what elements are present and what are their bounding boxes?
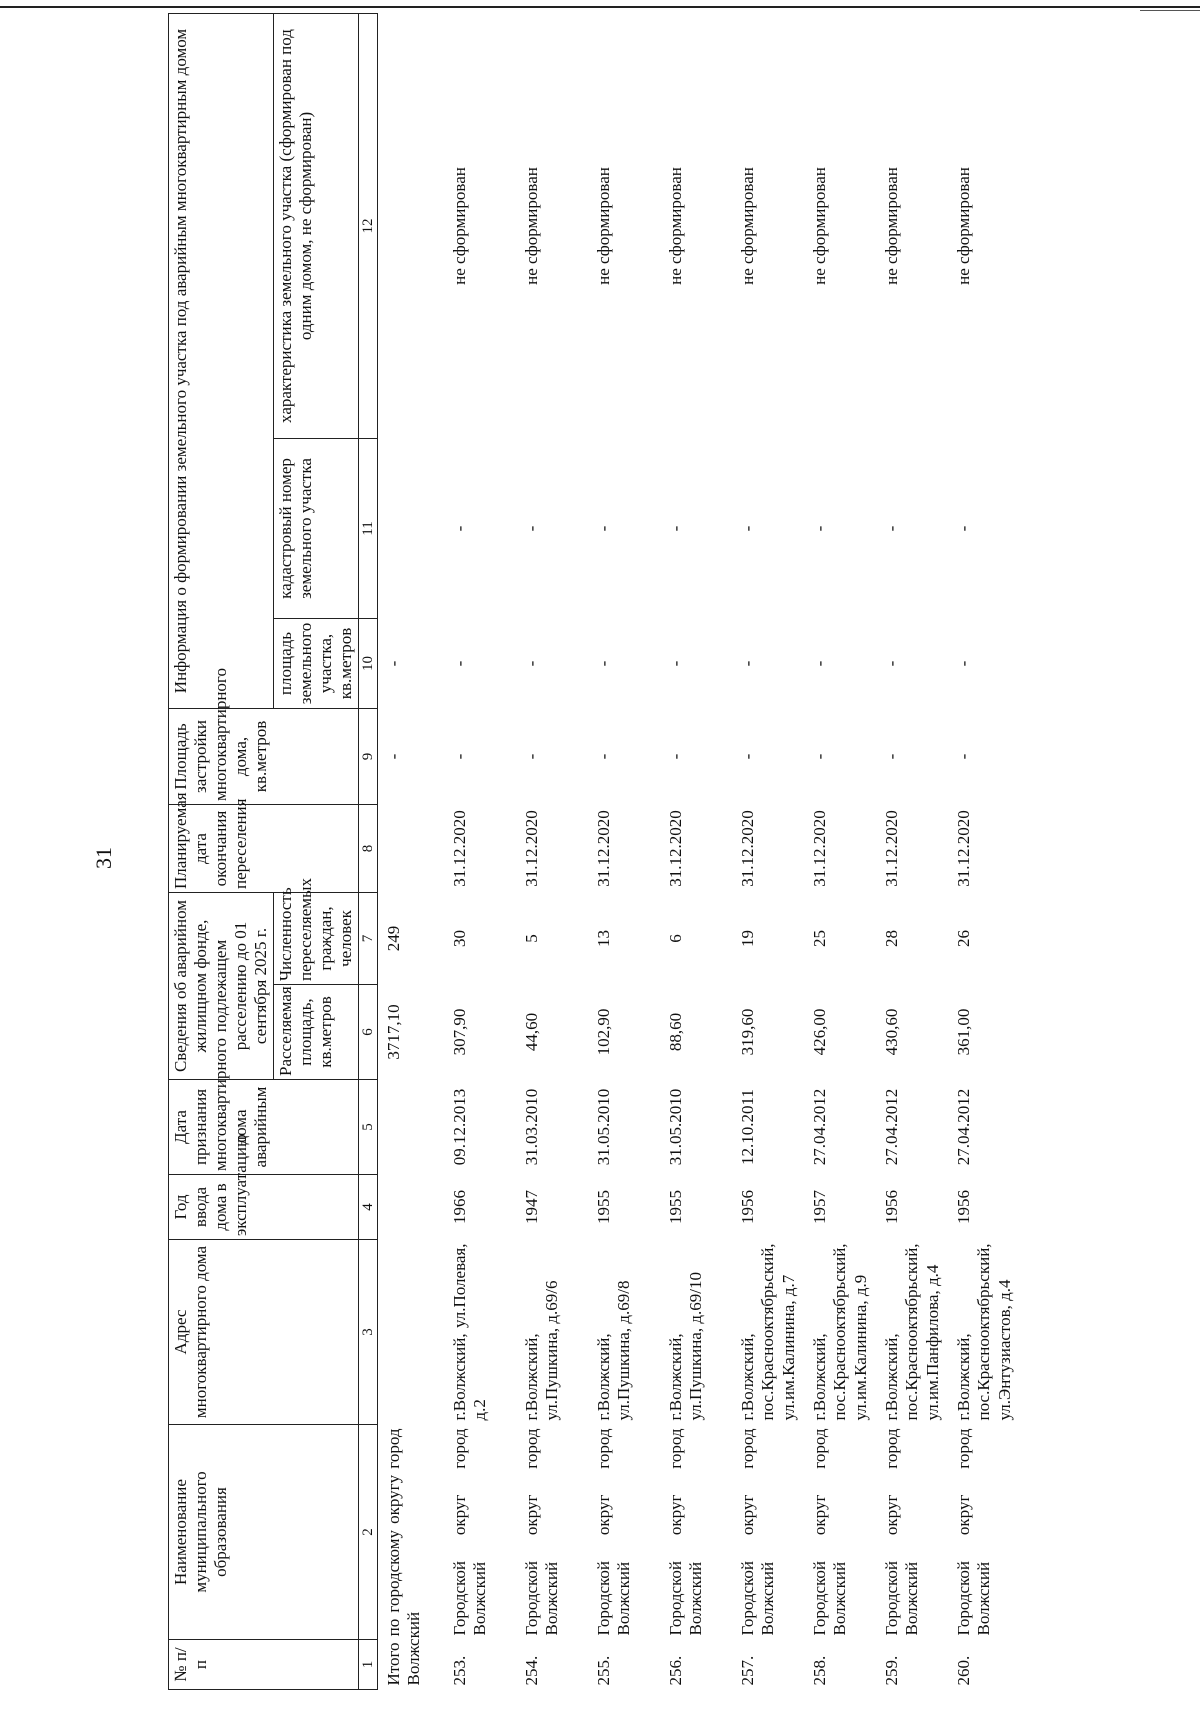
top-rule xyxy=(0,6,1200,8)
plot-area-cell: - xyxy=(450,660,470,667)
year-cell: 1955 xyxy=(666,1190,686,1224)
col-number: 12 xyxy=(359,14,378,439)
total-plot-area: - xyxy=(384,660,404,667)
total-people: 249 xyxy=(384,925,404,952)
row-number: 253. xyxy=(450,1655,470,1686)
address-cell: г.Волжский, пос.Краснооктябрьский, ул.им.Калинина, д.9 xyxy=(810,1243,870,1421)
resettled-people-cell: 30 xyxy=(450,930,470,947)
plot-characteristic-cell: не сформирован xyxy=(666,167,686,285)
header-cadastral-number: кадастровый номер земельного участка xyxy=(274,439,359,619)
cadastral-number-cell: - xyxy=(882,525,902,532)
resettled-people-cell: 13 xyxy=(594,930,614,947)
plot-characteristic-cell: не сформирован xyxy=(882,167,902,285)
resettled-area-cell: 102,90 xyxy=(594,1008,614,1056)
resettled-area-cell: 430,60 xyxy=(882,1008,902,1056)
header-number: № п/п xyxy=(169,1640,359,1690)
end-date-cell: 31.12.2020 xyxy=(882,810,902,887)
total-label: Итого по городскому округу город Волжский xyxy=(384,1428,424,1686)
col-number: 5 xyxy=(359,1080,378,1175)
building-area-cell: - xyxy=(810,753,830,760)
resettled-people-cell: 25 xyxy=(810,930,830,947)
recognition-date-cell: 31.03.2010 xyxy=(522,1088,542,1166)
total-building-area: - xyxy=(384,753,404,760)
year-cell: 1956 xyxy=(954,1190,974,1224)
resettled-people-cell: 6 xyxy=(666,934,686,943)
building-area-cell: - xyxy=(522,753,542,760)
end-date-cell: 31.12.2020 xyxy=(666,810,686,887)
year-cell: 1956 xyxy=(882,1190,902,1224)
year-cell: 1957 xyxy=(810,1190,830,1224)
resettled-area-cell: 426,00 xyxy=(810,1008,830,1056)
col-number: 2 xyxy=(359,1425,378,1640)
col-number: 6 xyxy=(359,985,378,1080)
address-cell: г.Волжский, ул.Пушкина, д.69/10 xyxy=(666,1272,706,1421)
plot-characteristic-cell: не сформирован xyxy=(954,167,974,285)
end-date-cell: 31.12.2020 xyxy=(954,810,974,887)
col-number: 11 xyxy=(359,439,378,619)
table-row xyxy=(948,14,1020,1690)
col-number: 10 xyxy=(359,619,378,709)
header-plot-area: площадь земельного участка, кв.метров xyxy=(274,619,359,709)
table-row xyxy=(732,14,804,1690)
col-number: 4 xyxy=(359,1175,378,1240)
resettled-area-cell: 307,90 xyxy=(450,1008,470,1056)
recognition-date-cell: 31.05.2010 xyxy=(666,1088,686,1166)
plot-area-cell: - xyxy=(738,660,758,667)
resettled-area-cell: 88,60 xyxy=(666,1012,686,1052)
year-cell: 1947 xyxy=(522,1190,542,1224)
building-area-cell: - xyxy=(882,753,902,760)
resettled-area-cell: 319,60 xyxy=(738,1008,758,1056)
col-number: 8 xyxy=(359,805,378,893)
resettled-people-cell: 28 xyxy=(882,930,902,947)
row-number: 259. xyxy=(882,1655,902,1686)
resettled-area-cell: 44,60 xyxy=(522,1012,542,1052)
address-cell: г.Волжский, ул.Полевая, д.2 xyxy=(450,1243,490,1421)
municipality-cell: Городской округ город Волжский xyxy=(450,1428,490,1636)
plot-characteristic-cell: не сформирован xyxy=(450,167,470,285)
header-building-area: Площадь застройки многоквартирного дома, кв.метров xyxy=(169,709,359,805)
plot-characteristic-cell: не сформирован xyxy=(594,167,614,285)
total-row xyxy=(378,14,445,1690)
col-number: 1 xyxy=(359,1640,378,1690)
header-recognition-date: Дата признания многоквартирного дома аварийным xyxy=(169,1080,359,1175)
table-header xyxy=(169,14,378,1690)
year-cell: 1955 xyxy=(594,1190,614,1224)
header-municipality: Наименование муниципального образования xyxy=(169,1425,359,1640)
row-number: 258. xyxy=(810,1655,830,1686)
table-row xyxy=(876,14,948,1690)
cadastral-number-cell: - xyxy=(594,525,614,532)
table-row xyxy=(444,14,516,1690)
end-date-cell: 31.12.2020 xyxy=(738,810,758,887)
resettled-area-cell: 361,00 xyxy=(954,1008,974,1056)
recognition-date-cell: 27.04.2012 xyxy=(810,1088,830,1166)
row-number: 255. xyxy=(594,1655,614,1686)
row-number: 256. xyxy=(666,1655,686,1686)
address-cell: г.Волжский, пос.Краснооктябрьский, ул.им.Панфилова, д.4 xyxy=(882,1243,942,1421)
end-date-cell: 31.12.2020 xyxy=(594,810,614,887)
cadastral-number-cell: - xyxy=(666,525,686,532)
plot-characteristic-cell: не сформирован xyxy=(738,167,758,285)
end-date-cell: 31.12.2020 xyxy=(450,810,470,887)
top-rule-secondary xyxy=(1140,10,1200,11)
header-resettled-people: Численность переселяемых граждан, человек xyxy=(274,893,359,985)
col-number: 7 xyxy=(359,893,378,985)
year-cell: 1956 xyxy=(738,1190,758,1224)
recognition-date-cell: 31.05.2010 xyxy=(594,1088,614,1166)
header-resettled-area: Расселяемая площадь, кв.метров xyxy=(274,985,359,1080)
resettled-people-cell: 26 xyxy=(954,930,974,947)
plot-area-cell: - xyxy=(666,660,686,667)
cadastral-number-cell: - xyxy=(954,525,974,532)
plot-area-cell: - xyxy=(954,660,974,667)
header-emergency-fund-group: Сведения об аварийном жилищном фонде, подлежащем расселению до 01 сентября 2025 г. xyxy=(169,893,274,1080)
address-cell: г.Волжский, ул.Пушкина, д.69/8 xyxy=(594,1280,634,1421)
municipality-cell: Городской округ город Волжский xyxy=(738,1428,778,1636)
municipality-cell: Городской округ город Волжский xyxy=(954,1428,994,1636)
column-number-row xyxy=(359,14,378,1690)
municipality-cell: Городской округ город Волжский xyxy=(522,1428,562,1636)
building-area-cell: - xyxy=(594,753,614,760)
row-number: 254. xyxy=(522,1655,542,1686)
address-cell: г.Волжский, пос.Краснооктябрьский, ул.им.Калинина, д.7 xyxy=(738,1243,798,1421)
building-area-cell: - xyxy=(738,753,758,760)
header-plot-characteristic: характеристика земельного участка (сформирован под одним домом, не сформирован) xyxy=(274,14,359,439)
address-cell: г.Волжский, ул.Пушкина, д.69/6 xyxy=(522,1280,562,1421)
plot-area-cell: - xyxy=(594,660,614,667)
municipality-cell: Городской округ город Волжский xyxy=(810,1428,850,1636)
table-row xyxy=(516,14,588,1690)
cadastral-number-cell: - xyxy=(810,525,830,532)
header-land-plot-group: Информация о формировании земельного участка под аварийным многоквартирным домом xyxy=(169,14,274,709)
header-year: Год ввода дома в эксплуатацию xyxy=(169,1175,359,1240)
year-cell: 1966 xyxy=(450,1190,470,1224)
resettled-people-cell: 19 xyxy=(738,930,758,947)
rotated-table-container xyxy=(168,14,1200,1690)
row-number: 260. xyxy=(954,1655,974,1686)
cadastral-number-cell: - xyxy=(450,525,470,532)
header-address: Адрес многоквартирного дома xyxy=(169,1240,359,1425)
page-number: 31 xyxy=(91,847,116,869)
table-row xyxy=(660,14,732,1690)
municipality-cell: Городской округ город Волжский xyxy=(666,1428,706,1636)
building-area-cell: - xyxy=(450,753,470,760)
plot-area-cell: - xyxy=(882,660,902,667)
total-area: 3717,10 xyxy=(384,1004,404,1060)
row-number: 257. xyxy=(738,1655,758,1686)
building-area-cell: - xyxy=(954,753,974,760)
col-number: 9 xyxy=(359,709,378,805)
plot-characteristic-cell: не сформирован xyxy=(522,167,542,285)
recognition-date-cell: 12.10.2011 xyxy=(738,1089,758,1165)
table-row xyxy=(588,14,660,1690)
end-date-cell: 31.12.2020 xyxy=(522,810,542,887)
recognition-date-cell: 27.04.2012 xyxy=(882,1088,902,1166)
table-body xyxy=(378,14,1021,1690)
cadastral-number-cell: - xyxy=(738,525,758,532)
cadastral-number-cell: - xyxy=(522,525,542,532)
recognition-date-cell: 27.04.2012 xyxy=(954,1088,974,1166)
plot-area-cell: - xyxy=(810,660,830,667)
plot-characteristic-cell: не сформирован xyxy=(810,167,830,285)
col-number: 3 xyxy=(359,1240,378,1425)
address-cell: г.Волжский, пос.Краснооктябрьский, ул.Энтузиастов, д.4 xyxy=(954,1243,1014,1421)
end-date-cell: 31.12.2020 xyxy=(810,810,830,887)
resettled-people-cell: 5 xyxy=(522,934,542,943)
municipality-cell: Городской округ город Волжский xyxy=(594,1428,634,1636)
table-row xyxy=(804,14,876,1690)
header-end-date: Планируемая дата окончания переселения xyxy=(169,805,359,893)
recognition-date-cell: 09.12.2013 xyxy=(450,1088,470,1166)
building-area-cell: - xyxy=(666,753,686,760)
municipality-cell: Городской округ город Волжский xyxy=(882,1428,922,1636)
plot-area-cell: - xyxy=(522,660,542,667)
emergency-housing-table xyxy=(168,13,1020,1690)
